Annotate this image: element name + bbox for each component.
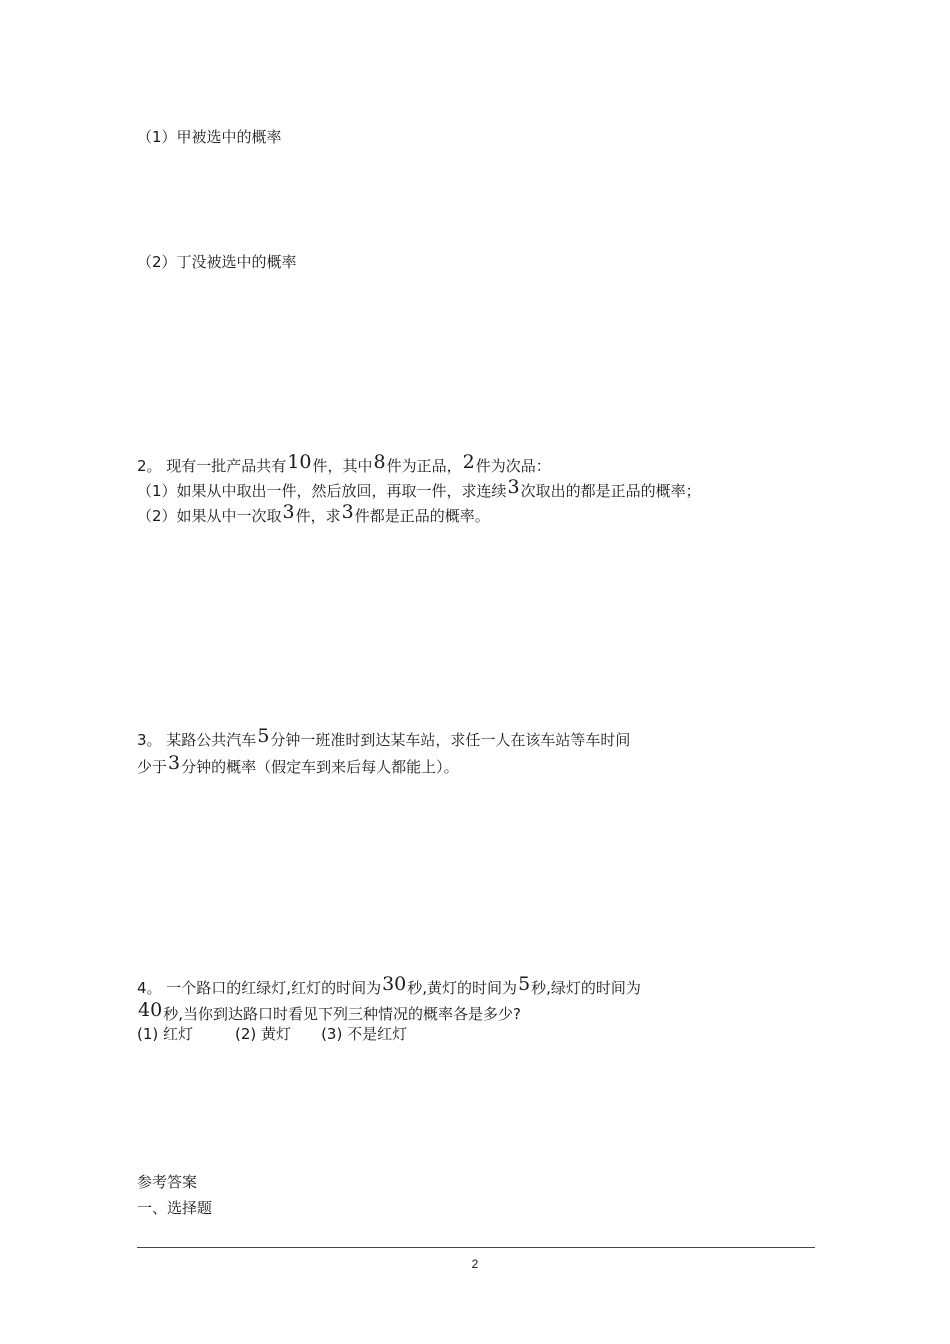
q2-s1-text-a: （1）如果从中取出一件，然后放回，再取一件，求连续 (137, 482, 507, 500)
q2-s2-number-1: 3 (282, 501, 295, 523)
q3-number-1: 5 (257, 725, 270, 747)
question-2-sub-2 (137, 501, 490, 526)
question-1-part-1 (137, 127, 282, 147)
question-4-line-2 (137, 999, 521, 1024)
answers-title-text: 参考答案 (137, 1173, 198, 1191)
q2-s2-number-2: 3 (341, 501, 354, 523)
q3-number-2: 3 (168, 752, 181, 774)
question-3-line-2 (137, 752, 459, 777)
q2-prefix: 2。 现有一批产品共有 (137, 457, 287, 475)
q4-green-number: 40 (138, 999, 163, 1021)
q4-option-3: (3) 不是红灯 (321, 1025, 408, 1043)
question-4-line-1 (137, 973, 641, 998)
q1-part2-text: （2）丁没被选中的概率 (137, 253, 297, 271)
q4-text-a: 4。 一个路口的红绿灯,红灯的时间为 (137, 979, 382, 997)
footer-divider (137, 1247, 815, 1248)
q2-s2-text-c: 件都是正品的概率。 (354, 507, 490, 525)
q4-option-2: (2) 黄灯 (235, 1025, 292, 1043)
answers-section (137, 1198, 212, 1218)
q4-red-number: 30 (382, 973, 407, 995)
q2-bad-number: 2 (462, 451, 475, 473)
q2-total-number: 10 (287, 451, 312, 473)
q2-s2-text-b: 件，求 (295, 507, 341, 525)
q2-s2-text-a: （2）如果从中一次取 (137, 507, 282, 525)
question-4-options (137, 1024, 407, 1044)
q3-text-d: 分钟的概率（假定车到来后每人都能上）。 (181, 758, 459, 776)
q2-text-3: 件为次品： (475, 457, 551, 475)
q3-text-a: 3。 某路公共汽车 (137, 731, 257, 749)
q4-yellow-number: 5 (518, 973, 531, 995)
q3-text-b: 分钟一班准时到达某车站，求任一人在该车站等车时间 (270, 731, 631, 749)
q4-text-d: 秒,当你到达路口时看见下列三种情况的概率各是多少? (163, 1005, 521, 1023)
answers-title (137, 1172, 197, 1192)
question-2-stem (137, 451, 551, 476)
q2-good-number: 8 (373, 451, 386, 473)
q4-option-1: (1) 红灯 (137, 1025, 194, 1043)
question-2-sub-1 (137, 476, 701, 501)
q4-text-c: 秒,绿灯的时间为 (531, 979, 641, 997)
q2-s1-text-b: 次取出的都是正品的概率； (520, 482, 701, 500)
q2-text-2: 件为正品， (386, 457, 462, 475)
q3-text-c: 少于 (137, 758, 168, 776)
q1-part1-text: （1）甲被选中的概率 (137, 128, 282, 146)
question-3-line-1 (137, 725, 631, 750)
q4-text-b: 秒,黄灯的时间为 (407, 979, 518, 997)
q2-s1-number: 3 (507, 476, 520, 498)
q2-text-1: 件，其中 (312, 457, 373, 475)
page-number: 2 (471, 1257, 479, 1271)
question-1-part-2 (137, 252, 297, 272)
answers-section-text: 一、选择题 (137, 1199, 213, 1217)
